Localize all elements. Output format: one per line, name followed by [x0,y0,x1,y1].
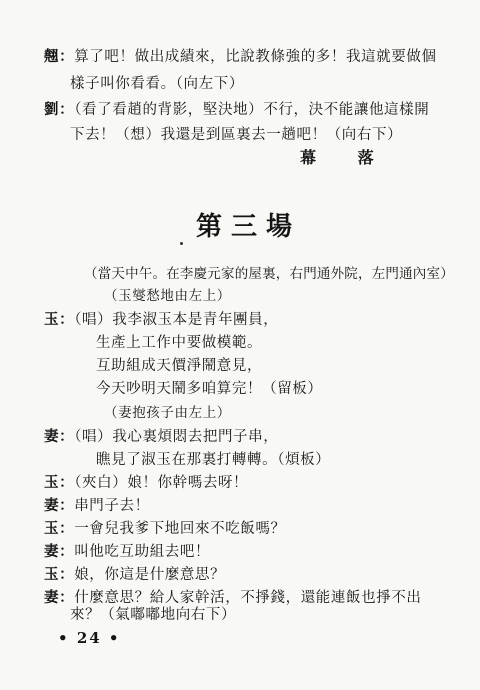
dialogue-line [44,48,437,66]
speaker-label: 劉： [44,101,75,118]
song-line: 互助組成天價淨鬧意見， [96,358,263,374]
dialogue-text: 串門子去！ [74,498,150,514]
speaker-label: 妻： [44,497,75,514]
dialogue-line [44,520,286,538]
dialogue-text: 樣子叫你看看。（向左下） [70,76,244,92]
speaker-label: 玉： [44,520,75,537]
page-number-value: 24 [76,629,102,647]
stage-direction: （玉燮愁地由左上） [104,288,231,304]
dialogue-line [44,428,278,446]
stage-direction: （妻抱孩子由左上） [104,405,231,421]
curtain-falls: 幕 落 [300,148,392,167]
dialogue-line [70,606,236,624]
speaker-label: 玉： [44,474,75,491]
dialogue-line [44,543,210,561]
dialogue-line [44,589,422,607]
dialogue-text: 算了吧！做出成績來，比說教條強的多！我這就要做個 [74,49,437,65]
song-line: 生產上工作中要做模範。 [96,335,263,351]
song-line: （唱）我心裏煩悶去把門子串， [74,429,279,445]
speaker-label: 妻： [44,428,75,445]
speaker-label: 玉： [44,311,75,328]
dialogue-text: （看了看趙的背影，堅決地）不行，決不能讓他這樣開 [74,102,430,118]
dialogue-line [44,474,248,492]
page-number: • 24 • [58,629,121,647]
dialogue-text: 什麼意思？給人家幹活，不掙錢，還能連飯也掙不出 [74,590,422,606]
speaker-label: 妻： [44,543,75,560]
song-line: 今天吵明天鬧多咱算完！（留板） [96,381,323,397]
scene-title: 第三場 [196,212,302,242]
dialogue-text: 來？（氣嘟嘟地向右下） [70,607,237,623]
dialogue-line [44,101,429,119]
stage-direction: （當天中午。在李慶元家的屋裏，右門通外院，左門通內室） [84,266,454,282]
song-line: （唱）我李淑玉本是青年團員， [74,312,279,328]
dialogue-text: 娘，你這是什麼意思？ [74,567,226,583]
speaker-label: 玉： [44,566,75,583]
ink-speck [180,242,183,245]
dialogue-line [70,126,402,144]
song-line: 瞧見了淑玉在那裏打轉轉。（煩板） [96,452,331,468]
dialogue-line [70,75,244,93]
dialogue-text: 一會兒我爹下地回來不吃飯嗎？ [74,521,286,537]
dialogue-line [44,497,150,515]
dialogue-line [44,566,225,584]
dialogue-text: 下去！（想）我還是到區裏去一趟吧！（向右下） [70,127,403,143]
speaker-label: 妻： [44,589,75,606]
dialogue-text: （夾白）娘！你幹嗎去呀！ [74,475,249,491]
dialogue-text: 叫他吃互助組去吧！ [74,544,211,560]
dialogue-line [44,311,278,329]
speaker-label: 翹： [44,48,75,65]
